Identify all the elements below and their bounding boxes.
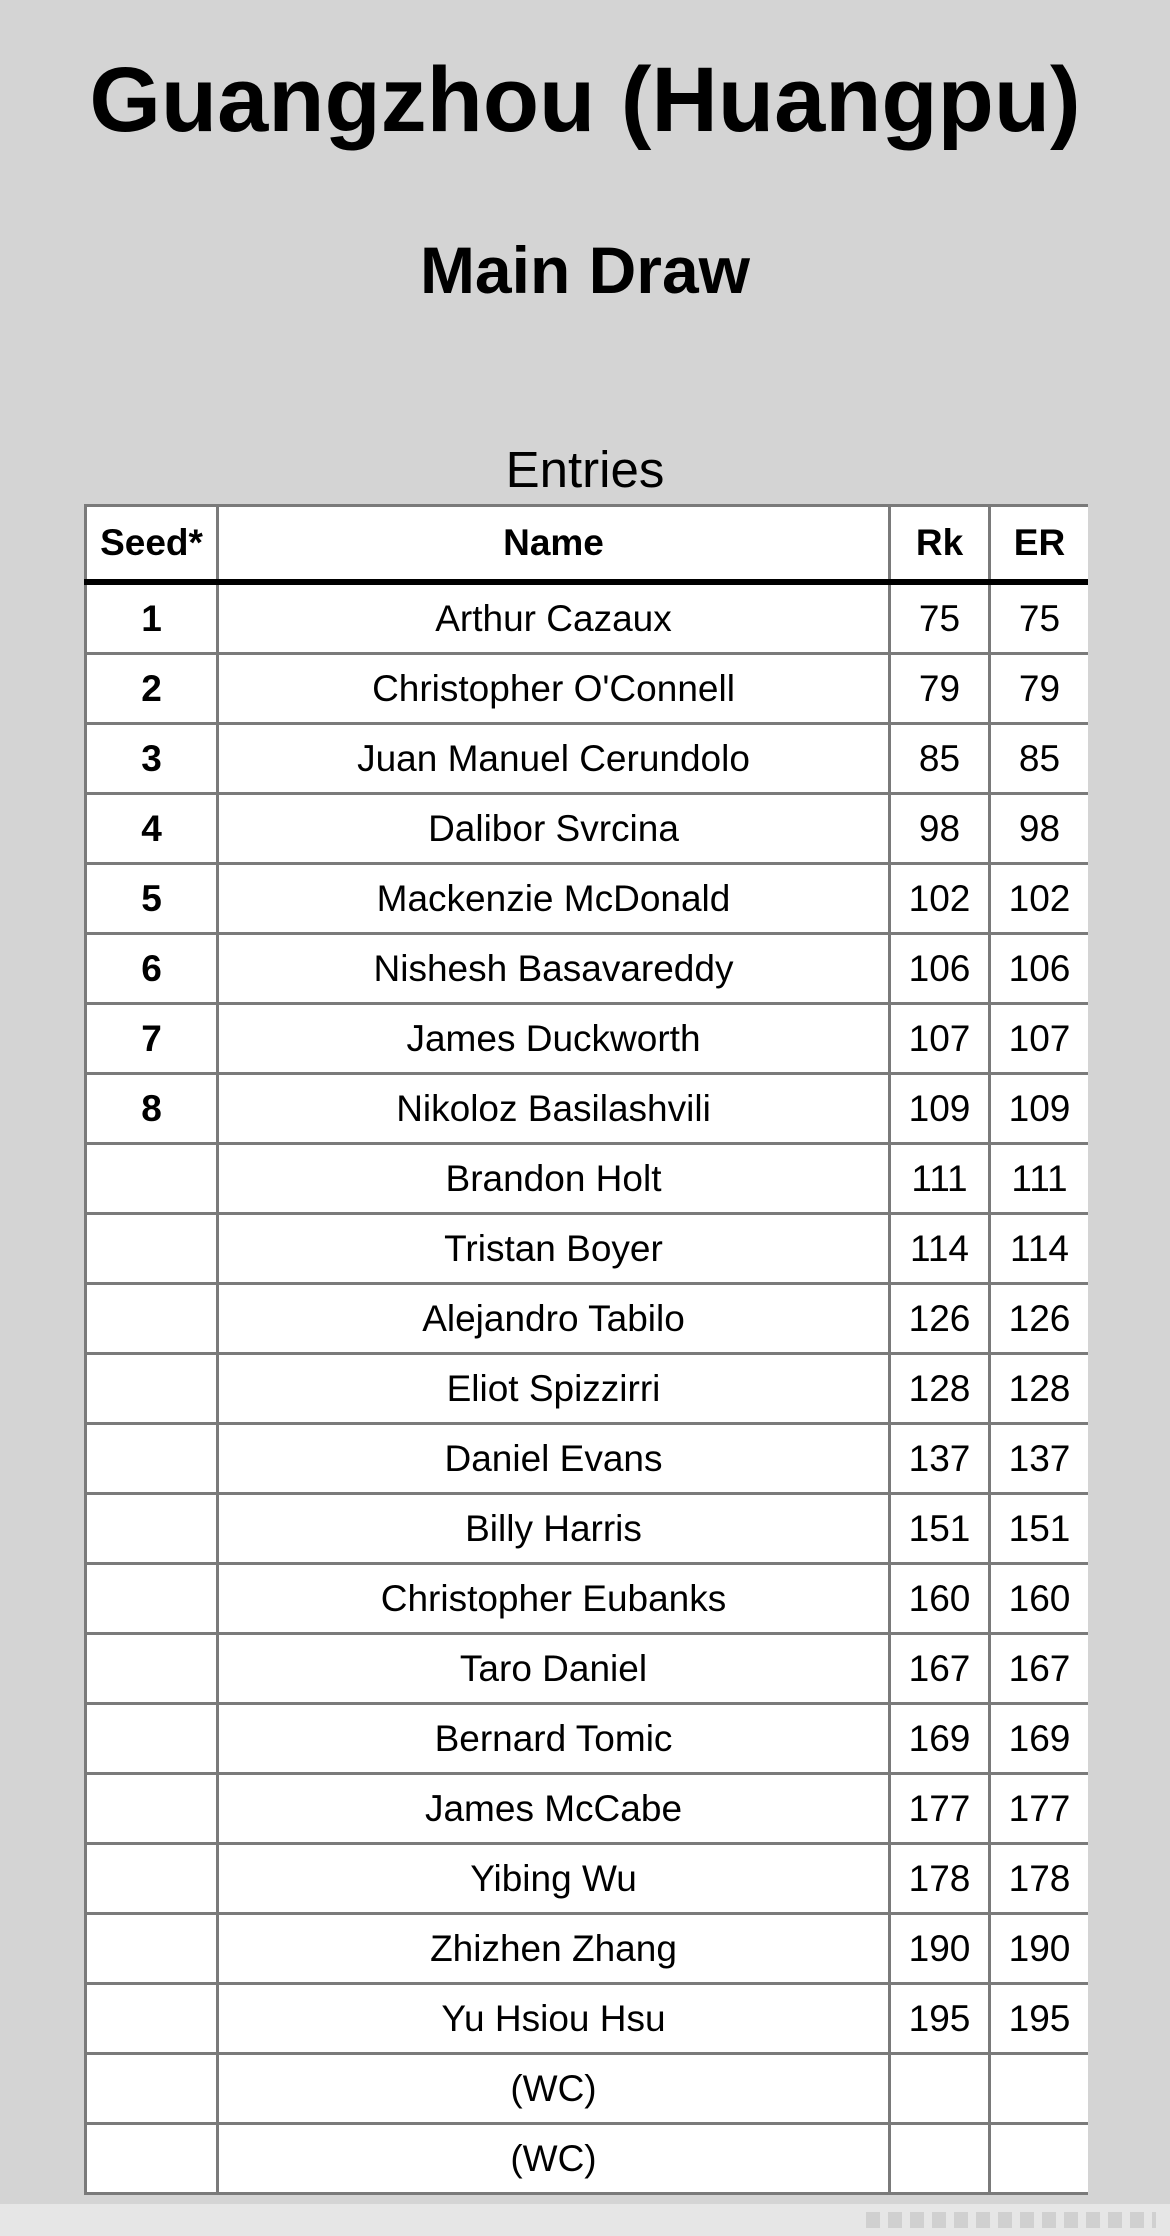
column-header-rk: Rk (890, 506, 990, 583)
rank-cell: 85 (890, 724, 990, 794)
table-row (86, 654, 1089, 724)
er-cell: 167 (990, 1634, 1089, 1704)
table-header-row (86, 506, 1089, 583)
name-cell: Yu Hsiou Hsu (218, 1984, 890, 2054)
rank-cell: 169 (890, 1704, 990, 1774)
name-cell: Arthur Cazaux (218, 582, 890, 654)
rank-cell: 109 (890, 1074, 990, 1144)
er-cell: 190 (990, 1914, 1089, 1984)
seed-cell: 8 (86, 1074, 218, 1144)
name-cell: Juan Manuel Cerundolo (218, 724, 890, 794)
rank-cell: 107 (890, 1004, 990, 1074)
table-row (86, 582, 1089, 654)
table-row (86, 1074, 1089, 1144)
seed-cell (86, 1284, 218, 1354)
seed-cell (86, 1354, 218, 1424)
name-cell: Tristan Boyer (218, 1214, 890, 1284)
rank-cell: 79 (890, 654, 990, 724)
table-row (86, 794, 1089, 864)
seed-cell: 3 (86, 724, 218, 794)
rank-cell: 160 (890, 1564, 990, 1634)
seed-cell (86, 1984, 218, 2054)
seed-cell (86, 1844, 218, 1914)
table-row (86, 2124, 1089, 2194)
rank-cell (890, 2124, 990, 2194)
name-cell: Eliot Spizzirri (218, 1354, 890, 1424)
table-row (86, 724, 1089, 794)
er-cell: 178 (990, 1844, 1089, 1914)
rank-cell: 195 (890, 1984, 990, 2054)
table-row (86, 1284, 1089, 1354)
seed-cell: 2 (86, 654, 218, 724)
table-row (86, 1004, 1089, 1074)
seed-cell (86, 1634, 218, 1704)
table-caption: Entries (505, 441, 665, 498)
name-cell: Yibing Wu (218, 1844, 890, 1914)
table-row (86, 1774, 1089, 1844)
table-row (86, 1704, 1089, 1774)
seed-cell (86, 1774, 218, 1844)
er-cell: 195 (990, 1984, 1089, 2054)
name-cell: Christopher Eubanks (218, 1564, 890, 1634)
er-cell: 160 (990, 1564, 1089, 1634)
name-cell: Nishesh Basavareddy (218, 934, 890, 1004)
rank-cell: 178 (890, 1844, 990, 1914)
name-cell: (WC) (218, 2054, 890, 2124)
table-row (86, 1424, 1089, 1494)
seed-cell (86, 1424, 218, 1494)
table-row (86, 1354, 1089, 1424)
bottom-bar (0, 2204, 1170, 2236)
seed-cell: 5 (86, 864, 218, 934)
column-header-name: Name (218, 506, 890, 583)
er-cell: 114 (990, 1214, 1089, 1284)
rank-cell (890, 2054, 990, 2124)
rank-cell: 167 (890, 1634, 990, 1704)
seed-cell (86, 2054, 218, 2124)
name-cell: Christopher O'Connell (218, 654, 890, 724)
page-title: Guangzhou (Huangpu) (89, 49, 1081, 151)
table-row (86, 1914, 1089, 1984)
name-cell: Billy Harris (218, 1494, 890, 1564)
name-cell: James Duckworth (218, 1004, 890, 1074)
table-row (86, 1984, 1089, 2054)
rank-cell: 137 (890, 1424, 990, 1494)
seed-cell: 1 (86, 582, 218, 654)
watermark-strip (866, 2212, 1156, 2228)
er-cell: 98 (990, 794, 1089, 864)
er-cell: 151 (990, 1494, 1089, 1564)
er-cell: 109 (990, 1074, 1089, 1144)
er-cell: 128 (990, 1354, 1089, 1424)
rank-cell: 98 (890, 794, 990, 864)
seed-cell (86, 1704, 218, 1774)
entries-table-body (86, 582, 1089, 2194)
rank-cell: 177 (890, 1774, 990, 1844)
table-row (86, 1844, 1089, 1914)
seed-cell (86, 2124, 218, 2194)
rank-cell: 102 (890, 864, 990, 934)
seed-cell (86, 1564, 218, 1634)
table-row (86, 2054, 1089, 2124)
er-cell: 107 (990, 1004, 1089, 1074)
column-header-er: ER (990, 506, 1089, 583)
er-cell: 177 (990, 1774, 1089, 1844)
seed-cell: 4 (86, 794, 218, 864)
er-cell: 79 (990, 654, 1089, 724)
name-cell: Brandon Holt (218, 1144, 890, 1214)
er-cell: 126 (990, 1284, 1089, 1354)
table-row (86, 1214, 1089, 1284)
er-cell: 137 (990, 1424, 1089, 1494)
rank-cell: 190 (890, 1914, 990, 1984)
name-cell: Bernard Tomic (218, 1704, 890, 1774)
table-row (86, 934, 1089, 1004)
er-cell (990, 2124, 1089, 2194)
seed-cell: 7 (86, 1004, 218, 1074)
table-row (86, 1634, 1089, 1704)
entries-table (84, 504, 1088, 2195)
column-header-seed: Seed* (86, 506, 218, 583)
seed-cell: 6 (86, 934, 218, 1004)
seed-cell (86, 1144, 218, 1214)
name-cell: Alejandro Tabilo (218, 1284, 890, 1354)
rank-cell: 151 (890, 1494, 990, 1564)
er-cell (990, 2054, 1089, 2124)
table-row (86, 1564, 1089, 1634)
seed-cell (86, 1214, 218, 1284)
rank-cell: 111 (890, 1144, 990, 1214)
rank-cell: 106 (890, 934, 990, 1004)
name-cell: Zhizhen Zhang (218, 1914, 890, 1984)
rank-cell: 126 (890, 1284, 990, 1354)
table-row (86, 864, 1089, 934)
name-cell: Dalibor Svrcina (218, 794, 890, 864)
name-cell: Nikoloz Basilashvili (218, 1074, 890, 1144)
er-cell: 102 (990, 864, 1089, 934)
name-cell: Taro Daniel (218, 1634, 890, 1704)
entries-table-container[interactable] (84, 504, 1088, 2204)
er-cell: 85 (990, 724, 1089, 794)
er-cell: 111 (990, 1144, 1089, 1214)
name-cell: James McCabe (218, 1774, 890, 1844)
table-row (86, 1144, 1089, 1214)
name-cell: Daniel Evans (218, 1424, 890, 1494)
page-subtitle: Main Draw (419, 233, 751, 307)
name-cell: (WC) (218, 2124, 890, 2194)
seed-cell (86, 1494, 218, 1564)
name-cell: Mackenzie McDonald (218, 864, 890, 934)
er-cell: 75 (990, 582, 1089, 654)
rank-cell: 128 (890, 1354, 990, 1424)
rank-cell: 114 (890, 1214, 990, 1284)
table-row (86, 1494, 1089, 1564)
er-cell: 106 (990, 934, 1089, 1004)
seed-cell (86, 1914, 218, 1984)
er-cell: 169 (990, 1704, 1089, 1774)
rank-cell: 75 (890, 582, 990, 654)
